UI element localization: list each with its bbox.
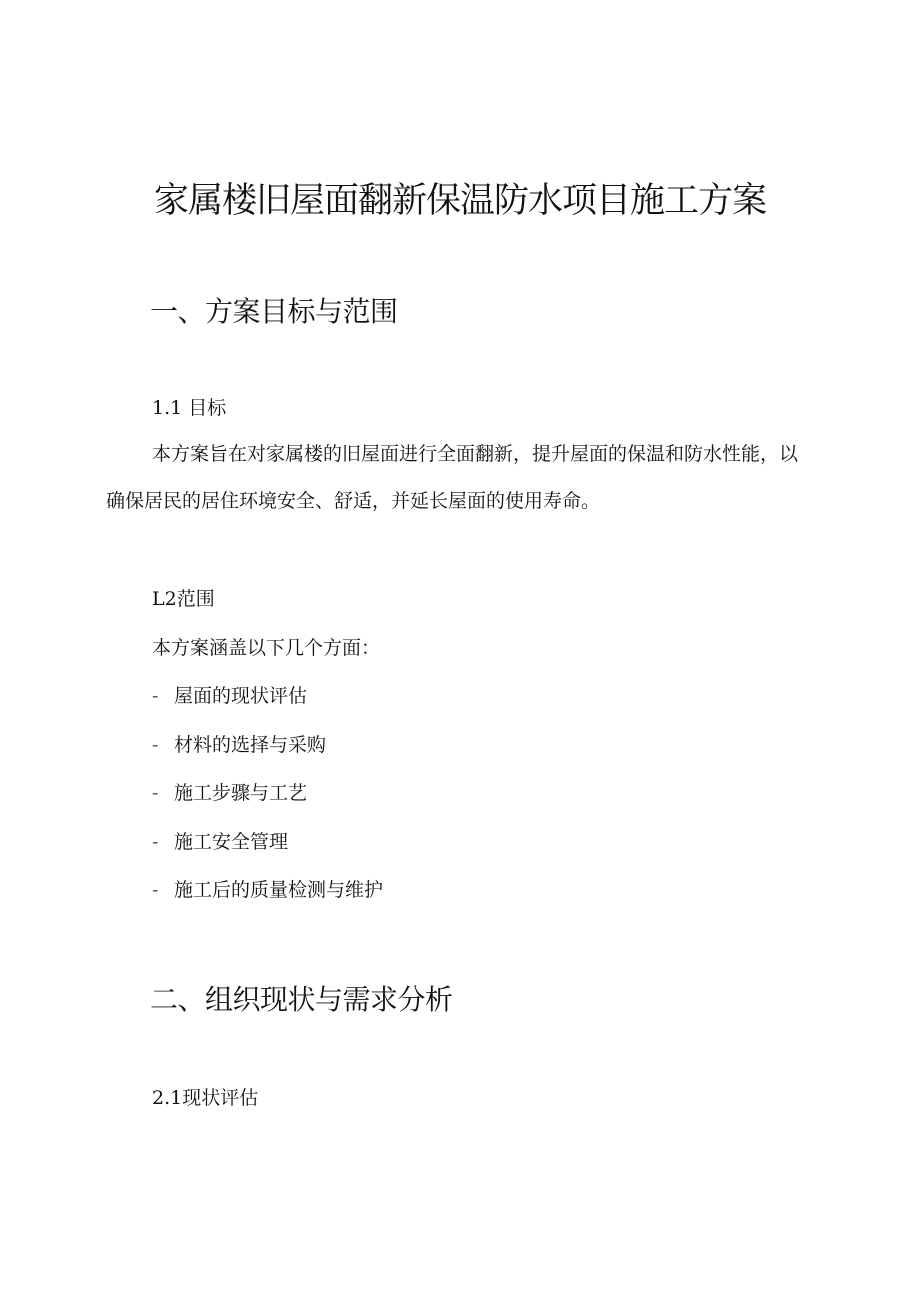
section-2-heading: 二、组织现状与需求分析 <box>150 983 453 1016</box>
bullet-marker: - <box>152 831 159 853</box>
bullet-marker: - <box>152 879 159 901</box>
bullet-marker: - <box>152 734 159 756</box>
paragraph-text: 本方案旨在对家属楼的旧屋面进行全面翻新，提升屋面的保温和防水性能，以确保居民的居住环境安全、舒适，并延长屋面的使用寿命。 <box>106 443 799 512</box>
bullet-marker: - <box>152 782 159 804</box>
list-item <box>152 828 288 856</box>
list-item <box>152 779 307 807</box>
document-title: 家属楼旧屋面翻新保温防水项目施工方案 <box>153 181 766 221</box>
bullet-marker: - <box>152 685 159 707</box>
subsection-2-1-heading: 2.1现状评估 <box>152 1087 259 1109</box>
list-item-text: 施工安全管理 <box>174 831 289 853</box>
subsection-1-1-paragraph <box>106 431 806 525</box>
list-item-text: 屋面的现状评估 <box>174 685 308 707</box>
subsection-1-2-intro: 本方案涵盖以下几个方面： <box>152 637 381 659</box>
list-item <box>152 731 326 759</box>
list-item <box>152 876 383 904</box>
subsection-1-1-heading: 1.1 目标 <box>152 397 227 419</box>
list-item <box>152 682 307 710</box>
list-item-text: 材料的选择与采购 <box>174 734 327 756</box>
subsection-1-2-heading: L2范围 <box>152 588 215 610</box>
section-1-heading: 一、方案目标与范围 <box>150 295 398 328</box>
list-item-text: 施工后的质量检测与维护 <box>174 879 384 901</box>
list-item-text: 施工步骤与工艺 <box>174 782 308 804</box>
